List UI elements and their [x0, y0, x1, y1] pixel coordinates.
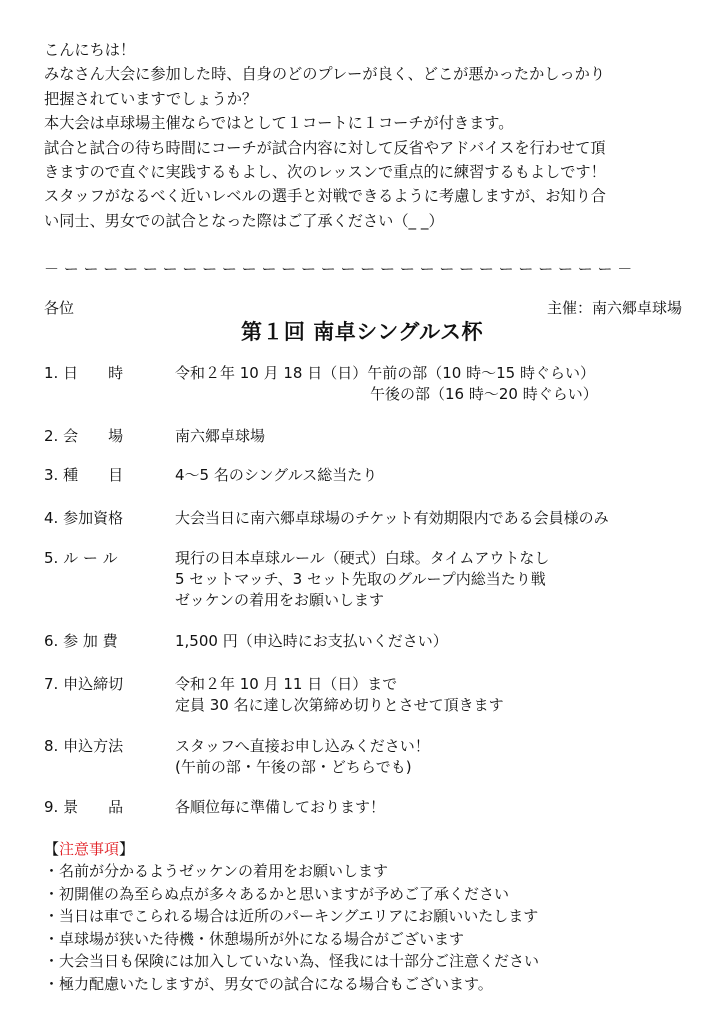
- detail-line: 現行の日本卓球ルール（硬式）白球。タイムアウトなし: [175, 549, 550, 567]
- detail-line: 定員 30 名に達し次第締め切りとさせて頂きます: [175, 696, 504, 714]
- host-organizer: 主催：南六郷卓球場: [546, 299, 682, 317]
- intro-line: みなさん大会に参加した時、自身のどのプレーが良く、どこが悪かったかしっかり: [44, 65, 606, 84]
- detail-label: 5. ル ー ル: [44, 549, 118, 567]
- notes-heading-text: 注意事項: [59, 840, 120, 858]
- detail-label: 7. 申込締切: [44, 675, 124, 693]
- detail-value: [175, 736, 430, 778]
- intro-line: きますので直ぐに実践するもよし、次のレッスンで重点的に練習するもよしです！: [44, 163, 606, 182]
- intro-line: 試合と試合の待ち時間にコーチが試合内容に対して反省やアドバイスを行わせて頂: [44, 138, 606, 157]
- detail-value: [175, 797, 385, 818]
- detail-line: 大会当日に南六郷卓球場のチケット有効期限内である会員様のみ: [175, 509, 609, 527]
- detail-value: [175, 508, 609, 529]
- detail-line: 南六郷卓球場: [175, 427, 266, 445]
- detail-value: [175, 631, 448, 652]
- intro-message: [44, 38, 689, 233]
- detail-line: スタッフへ直接お申し込みください！: [175, 737, 430, 755]
- notes-section: [44, 838, 694, 995]
- notes-heading-open: 【: [44, 840, 60, 858]
- note-item: ・極力配慮いたしますが、男女での試合になる場合もございます。: [44, 974, 493, 993]
- intro-line: い同士、男女での試合となった際はご了承ください（_ _）: [44, 211, 444, 230]
- detail-value: [175, 426, 265, 447]
- detail-label: 1. 日 時: [44, 364, 124, 382]
- note-item: ・当日は車でこられる場合は近所のパーキングエリアにお願いいたします: [44, 907, 539, 925]
- detail-line: (午前の部・午後の部・どちらでも): [175, 758, 412, 776]
- detail-line: ゼッケンの着用をお願いします: [175, 591, 384, 609]
- note-item: ・卓球場が狭いた待機・休憩場所が外になる場合がございます: [44, 929, 465, 948]
- intro-line: スタッフがなるべく近いレベルの選手と対戦できるように考慮しますが、お知り合: [44, 187, 606, 206]
- detail-line: 令和２年 10 月 18 日（日）午前の部（10 時〜15 時ぐらい）: [175, 364, 595, 382]
- detail-value: [175, 363, 598, 405]
- intro-line: こんにちは！: [44, 41, 136, 59]
- detail-label: 8. 申込方法: [44, 737, 124, 755]
- intro-line: 本大会は卓球場主催ならではとして１コートに１コーチが付きます。: [44, 114, 514, 133]
- detail-line: 1,500 円（申込時にお支払いください）: [175, 632, 448, 650]
- note-item: ・名前が分かるようゼッケンの着用をお願いします: [44, 862, 388, 880]
- page-title: 第１回 南卓シングルス杯: [240, 320, 484, 344]
- detail-label: 2. 会 場: [44, 427, 124, 445]
- notes-heading-close: 】: [119, 840, 135, 858]
- note-item: ・大会当日も保険には加入していない為、怪我には十部分ご注意ください: [44, 952, 540, 970]
- detail-line: 4〜5 名のシングルス総当たり: [175, 466, 378, 484]
- notes-heading: [44, 838, 694, 860]
- intro-line: 把握されていますでしょうか？: [44, 89, 258, 108]
- detail-line: 各順位毎に準備しております！: [175, 798, 386, 816]
- dashed-divider: － ー ー ー ー ー ー ー ー ー ー ー ー ー ー ー ー ー ー ー ー ー ー ー ー ー ー ー ー －: [44, 260, 633, 278]
- note-item: ・初開催の為至らぬ点が多々あるかと思いますが予めご了承ください: [44, 884, 510, 903]
- detail-line: 午後の部（16 時〜20 時ぐらい）: [175, 385, 598, 403]
- detail-value: [175, 674, 504, 716]
- detail-label: 9. 景 品: [44, 798, 124, 816]
- detail-label: 4. 参加資格: [44, 509, 124, 527]
- detail-value: [175, 465, 377, 486]
- detail-label: 6. 参 加 費: [44, 632, 118, 650]
- detail-value: [175, 548, 549, 611]
- addressee: 各位: [44, 299, 75, 317]
- detail-line: 5 セットマッチ、3 セット先取のグループ内総当たり戦: [175, 570, 546, 588]
- detail-label: 3. 種 目: [44, 466, 124, 484]
- detail-line: 令和２年 10 月 11 日（日）まで: [175, 675, 398, 693]
